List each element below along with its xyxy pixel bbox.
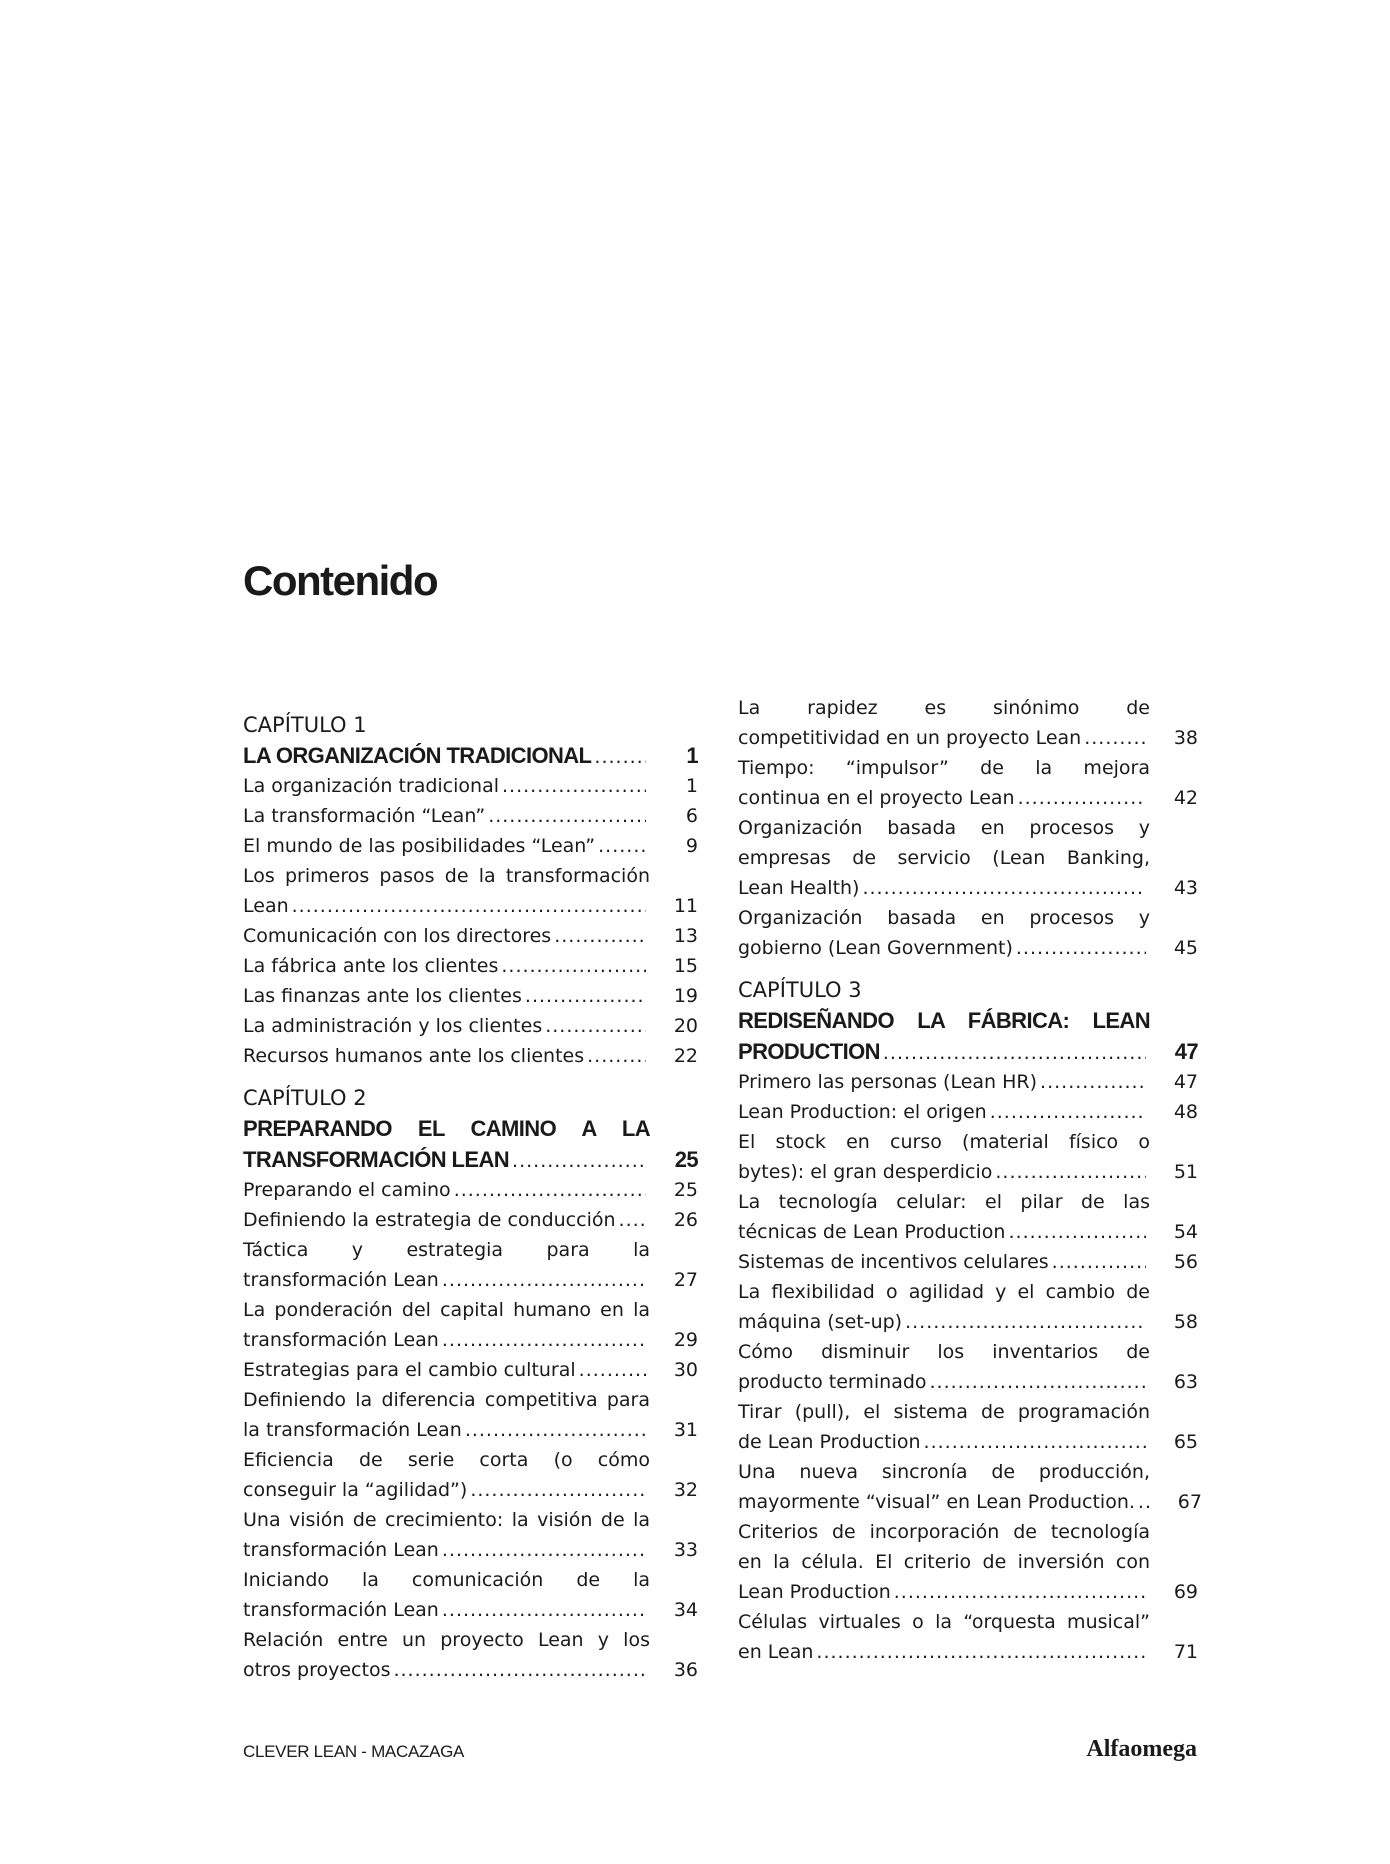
toc-entry-line [243,1535,698,1565]
toc-entry [738,813,1198,903]
dot-leader [905,1307,1146,1337]
chapter-label: CAPÍTULO 3 [738,978,862,1002]
toc-entry [738,693,1198,753]
chapter-title-line: REDISEÑANDO LA FÁBRICA: LEAN [738,1008,1150,1033]
toc-entry [243,1235,698,1295]
dot-leader [454,1175,646,1205]
toc-entry [738,1277,1198,1337]
toc-entry [243,831,698,861]
dot-leader [554,921,646,951]
dot-leader [501,951,646,981]
toc-entry-line [243,831,698,861]
page-number: 31 [673,1419,698,1441]
page-number: 6 [685,805,698,827]
toc-entry-line [243,771,698,801]
toc-entry-text: Sistemas de incentivos celulares [738,1251,1049,1273]
toc-entry [738,1397,1198,1457]
toc-entry-text: Preparando el camino [243,1179,451,1201]
dot-leader [862,873,1146,903]
toc-entry-line [243,1355,698,1385]
toc-entry [243,1565,698,1625]
toc-entry-text: gobierno (Lean Government) [738,937,1013,959]
toc-left-column [243,710,698,1685]
dot-leader [619,1205,646,1235]
page-number: 54 [1173,1221,1198,1243]
page-number: 45 [1173,937,1198,959]
chapter-title-text: TRANSFORMACIÓN LEAN [243,1147,510,1172]
toc-entry-text: de Lean Production [738,1431,921,1453]
dot-leader [525,981,646,1011]
page-number: 58 [1173,1311,1198,1333]
toc-entry [243,771,698,801]
toc-entry-line: Táctica y estrategia para la [243,1239,650,1261]
page-number: 22 [673,1045,698,1067]
dot-leader [579,1355,646,1385]
toc-entry [243,801,698,831]
dot-leader [1052,1247,1146,1277]
toc-entry-text: mayormente “visual” en Lean Production. [738,1491,1135,1513]
footer-book-title: CLEVER LEAN - MACAZAGA [243,1742,465,1761]
toc-entry-text: Comunicación con los directores [243,925,552,947]
dot-leader [816,1637,1146,1667]
dot-leader [442,1325,646,1355]
toc-entry-text: conseguir la “agilidad”) [243,1479,468,1501]
toc-entry-line: El stock en curso (material físico o [738,1131,1150,1153]
toc-entry [738,1517,1198,1607]
page-number: 43 [1173,877,1198,899]
dot-leader [1016,933,1146,963]
toc-entry-text: transformación Lean [243,1329,439,1351]
toc-entry-line [243,951,698,981]
toc-entry [738,753,1198,813]
dot-leader [594,742,646,773]
dot-leader [292,891,646,921]
page-number: 33 [673,1539,698,1561]
page-number: 38 [1173,727,1198,749]
toc-entry-line [243,801,698,831]
toc-entry [243,951,698,981]
toc-entry-line [243,1175,698,1205]
dot-leader [1040,1067,1146,1097]
toc-entry [243,921,698,951]
toc-entry-line: La flexibilidad o agilidad y el cambio de [738,1281,1150,1303]
toc-entry [243,1041,698,1071]
toc-entry-line: Iniciando la comunicación de la [243,1569,650,1591]
toc-entry-text: bytes): el gran desperdicio [738,1161,993,1183]
chapter-label: CAPÍTULO 2 [243,1086,367,1110]
page-number: 51 [1173,1161,1198,1183]
toc-entry-text: continua en el proyecto Lean [738,787,1015,809]
toc-entry [738,1607,1198,1667]
dot-leader [465,1415,646,1445]
toc-entry-line [243,1205,698,1235]
toc-entry-text: otros proyectos [243,1659,391,1681]
toc-entry-line: La tecnología celular: el pilar de las [738,1191,1150,1213]
page-number: 15 [673,955,698,977]
page-number: 1 [685,775,698,797]
toc-entry-line [243,891,698,921]
page-number: 19 [673,985,698,1007]
chapter-title-text: LA ORGANIZACIÓN TRADICIONAL [243,743,592,768]
toc-entry-line: Tiempo: “impulsor” de la mejora [738,757,1150,779]
toc-entry-text: Recursos humanos ante los clientes [243,1045,585,1067]
toc-entry-text: El mundo de las posibilidades “Lean” [243,835,596,857]
toc-entry-line [738,873,1198,903]
toc-entry-text: Lean Production [738,1581,891,1603]
toc-entry [738,1247,1198,1277]
toc-entry-text: La fábrica ante los clientes [243,955,499,977]
toc-entry-line: Organización basada en procesos y [738,817,1150,839]
dot-leader [1084,723,1146,753]
dot-leader [545,1011,646,1041]
dot-leader [587,1041,646,1071]
toc-entry-line [738,1367,1198,1397]
page-number: 42 [1173,787,1198,809]
toc-entry-line: La ponderación del capital humano en la [243,1299,650,1321]
toc-entry-text: Las finanzas ante los clientes [243,985,522,1007]
toc-entry-text: La administración y los clientes [243,1015,543,1037]
page-number: 30 [673,1359,698,1381]
page-number: 47 [1173,1071,1198,1093]
page-number: 1 [686,743,698,768]
page-number: 36 [673,1659,698,1681]
toc-entry-line: La rapidez es sinónimo de [738,697,1150,719]
toc-entry [738,1457,1202,1517]
toc-entry-text: técnicas de Lean Production [738,1221,1006,1243]
toc-entry-line [243,1415,698,1445]
toc-entry-text: transformación Lean [243,1599,439,1621]
toc-entry-text: Lean [243,895,289,917]
footer-publisher: Alfaomega [1086,1736,1197,1762]
toc-entry-line: Definiendo la diferencia competitiva para [243,1389,650,1411]
toc-entry-line [738,1637,1198,1667]
page-number: 63 [1173,1371,1198,1393]
toc-right-column [738,693,1202,1667]
dot-leader [924,1427,1146,1457]
chapter-title-line: PREPARANDO EL CAMINO A LA [243,1116,650,1141]
toc-entry-line: Cómo disminuir los inventarios de [738,1341,1150,1363]
toc-entry [738,1187,1198,1247]
page-number: 25 [674,1147,698,1172]
toc-entry-text: Primero las personas (Lean HR) [738,1071,1038,1093]
toc-entry-line [738,723,1198,753]
dot-leader [930,1367,1146,1397]
page-number: 9 [685,835,698,857]
toc-entry-line [243,1041,698,1071]
page-number: 69 [1173,1581,1198,1603]
toc-entry-text: la transformación Lean [243,1419,462,1441]
toc-entry-line [738,933,1198,963]
dot-leader [598,831,646,861]
dot-leader [442,1535,646,1565]
chapter-title-line [243,740,698,771]
toc-entry-line [738,1427,1198,1457]
toc-entry-line [243,1265,698,1295]
page-number: 27 [673,1269,698,1291]
toc-entry [243,1445,698,1505]
dot-leader [393,1655,646,1685]
toc-entry-line [738,1067,1198,1097]
toc-entry-text: Estrategias para el cambio cultural [243,1359,576,1381]
toc-entry-text: La organización tradicional [243,775,499,797]
toc-entry-line [243,1011,698,1041]
toc-entry [243,1011,698,1041]
toc-entry-line [738,1217,1198,1247]
dot-leader [1018,783,1146,813]
toc-entry-line [243,921,698,951]
toc-entry-text: producto terminado [738,1371,927,1393]
dot-leader [1138,1487,1150,1517]
page-number: 11 [673,895,698,917]
dot-leader [488,801,646,831]
toc-entry [243,1175,698,1205]
toc-entry-text: transformación Lean [243,1539,439,1561]
toc-entry [243,1355,698,1385]
toc-entry-text: Definiendo la estrategia de conducción [243,1209,616,1231]
toc-entry-line [738,1487,1202,1517]
toc-entry [243,1205,698,1235]
page-number: 48 [1173,1101,1198,1123]
toc-entry-line [243,1655,698,1685]
toc-entry [738,1067,1198,1097]
toc-entry [243,1295,698,1355]
toc-entry-text: Lean Health) [738,877,860,899]
toc-entry-line: Eficiencia de serie corta (o cómo [243,1449,650,1471]
dot-leader [442,1265,646,1295]
dot-leader [995,1157,1146,1187]
toc-entry-text: competitividad en un proyecto Lean [738,727,1082,749]
toc-entry [243,981,698,1011]
page-number: 65 [1173,1431,1198,1453]
toc-entry-line: Una visión de crecimiento: la visión de la [243,1509,650,1531]
toc-entry-line: Criterios de incorporación de tecnología [738,1521,1150,1543]
toc-entry-text: máquina (set-up) [738,1311,903,1333]
page-number: 25 [673,1179,698,1201]
toc-entry-line: Una nueva sincronía de producción, [738,1461,1150,1483]
toc-entry-line: Organización basada en procesos y [738,907,1150,929]
page-number: 34 [673,1599,698,1621]
toc-entry-line: Tirar (pull), el sistema de programación [738,1401,1150,1423]
dot-leader [502,771,646,801]
page-number: 32 [673,1479,698,1501]
toc-entry-line [243,1595,698,1625]
toc-entry-line: empresas de servicio (Lean Banking, [738,847,1150,869]
toc-entry-text: en Lean [738,1641,814,1663]
dot-leader [1008,1217,1146,1247]
chapter-title-text: PRODUCTION [738,1039,880,1064]
dot-leader [442,1595,646,1625]
toc-entry-text: transformación Lean [243,1269,439,1291]
toc-entry-line [738,1307,1198,1337]
toc-entry-line [243,1475,698,1505]
dot-leader [883,1038,1146,1069]
toc-entry [738,903,1198,963]
chapter-title-line [243,1144,698,1175]
toc-entry [243,1385,698,1445]
toc-entry-line: Los primeros pasos de la transformación [243,865,650,887]
toc-entry [738,1097,1198,1127]
page-number: 71 [1173,1641,1198,1663]
page-number: 26 [673,1209,698,1231]
toc-entry [243,861,698,921]
toc-entry-line: en la célula. El criterio de inversión con [738,1551,1150,1573]
toc-entry [738,1337,1198,1397]
chapter-title-line [738,1036,1198,1067]
toc-entry-line [243,981,698,1011]
page-number: 13 [673,925,698,947]
toc-entry-line: Células virtuales o la “orquesta musical” [738,1611,1150,1633]
toc-entry [243,1505,698,1565]
toc-entry-line [738,1577,1198,1607]
page-number: 47 [1174,1039,1198,1064]
toc-entry-line [243,1325,698,1355]
dot-leader [512,1146,646,1177]
chapter-label: CAPÍTULO 1 [243,713,367,737]
page-title: Contenido [243,557,438,604]
dot-leader [894,1577,1146,1607]
toc-entry-text: La transformación “Lean” [243,805,486,827]
toc-entry [243,1625,698,1685]
toc-entry-line [738,783,1198,813]
page-number: 56 [1173,1251,1198,1273]
toc-entry-text: Lean Production: el origen [738,1101,987,1123]
toc-entry-line: Relación entre un proyecto Lean y los [243,1629,650,1651]
dot-leader [990,1097,1146,1127]
page-number: 67 [1177,1491,1202,1513]
toc-entry [738,1127,1198,1187]
toc-entry-line [738,1247,1198,1277]
toc-entry-line [738,1097,1198,1127]
toc-entry-line [738,1157,1198,1187]
dot-leader [470,1475,646,1505]
page-number: 29 [673,1329,698,1351]
page-number: 20 [673,1015,698,1037]
